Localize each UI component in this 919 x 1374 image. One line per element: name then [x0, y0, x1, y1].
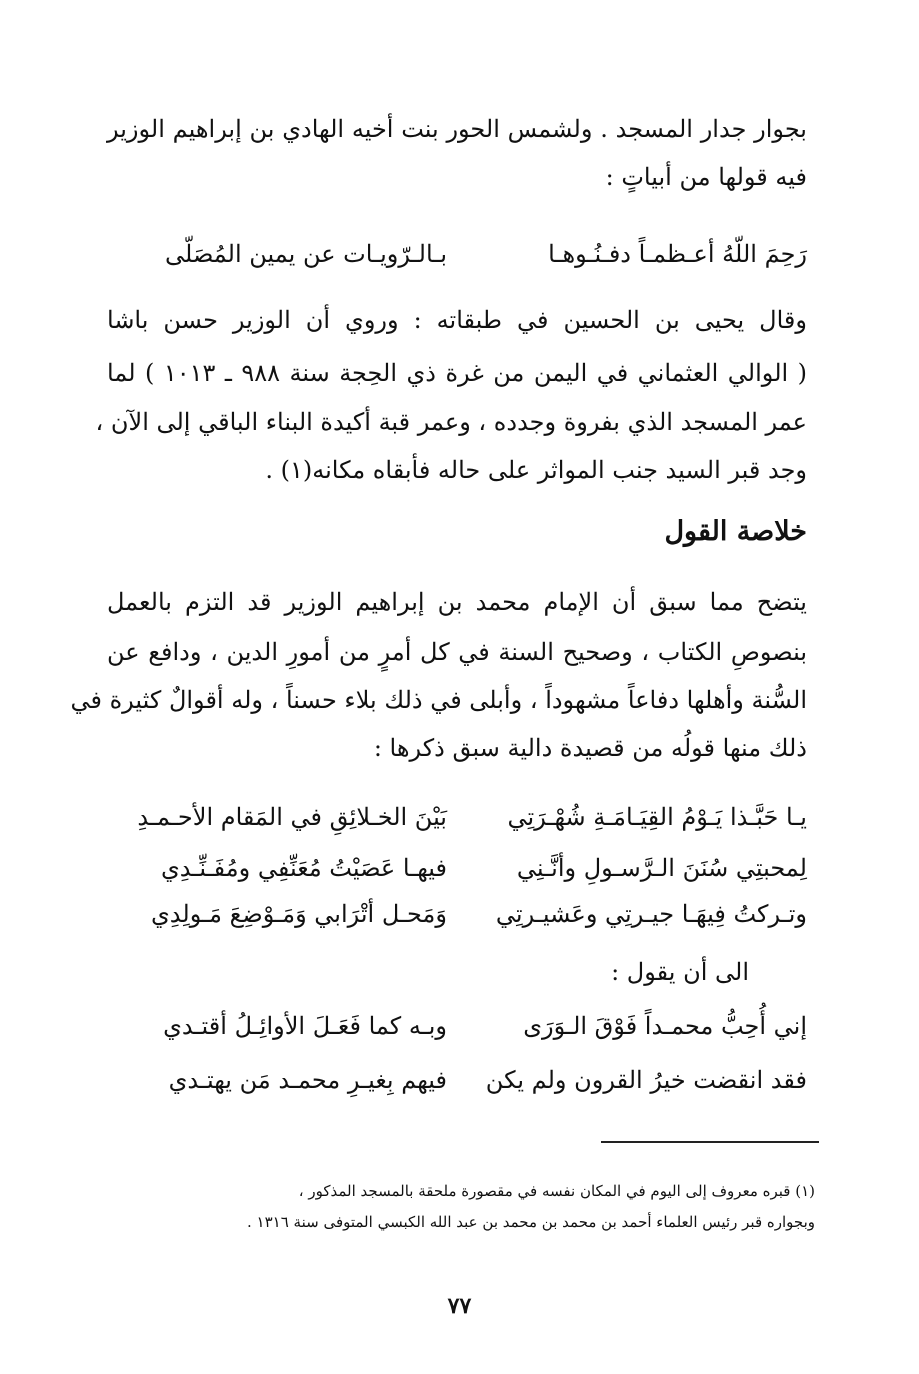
poem1-verse-1-first: يـا حَبَّـذا يَـوْمُ القِيَـامَـةِ شُهْـرَتِي	[507, 803, 807, 831]
verse-1	[107, 236, 807, 272]
para2-line-1: وقال يحيى بن الحسين في طبقاته : وروي أن الوزير حسن باشا	[107, 306, 807, 334]
poem2-verse-2-first: فقد انقضت خيرُ القرون ولم يكن	[485, 1066, 807, 1094]
poem1-verse-3-first: وتـركتُ فِيهَـا جيـرتِي وعَشيـرتِي	[495, 900, 807, 928]
page-number: ٧٧	[447, 1293, 472, 1319]
footnote-line-2: وبجواره قبر رئيس العلماء أحمد بن محمد بن محمد بن عبد الله الكبسي المتوفى سنة ١٣١٦ .	[246, 1213, 815, 1231]
para1-line-2: فيه قولها من أبياتٍ :	[605, 163, 807, 191]
verse-1-second-hemistich: بـالـرّويـات عن يمين المُصَلّى	[165, 240, 447, 268]
para3-line-3: السُّنة وأهلها دفاعاً مشهوداً ، وأبلى في ذلك بلاء حسناً ، وله أقوالٌ كثيرة في	[70, 686, 807, 714]
para3-line-1: يتضح مما سبق أن الإمام محمد بن إبراهيم الوزير قد التزم بالعمل	[107, 588, 807, 616]
transition-line: الى أن يقول :	[611, 958, 749, 986]
poem2-verse-2	[107, 1062, 807, 1098]
footnote-separator	[601, 1141, 819, 1143]
footnote-line-1: (١) قبره معروف إلى اليوم في المكان نفسه في مقصورة ملحقة بالمسجد المذكور ،	[298, 1182, 815, 1200]
para1-line-1: بجوار جدار المسجد . ولشمس الحور بنت أخيه الهادي بن إبراهيم الوزير	[107, 115, 807, 143]
poem2-verse-1-first: إني أُحِبُّ محمـداً فَوْقَ الـوَرَى	[523, 1012, 807, 1040]
poem2-verse-2-second: فيهم بِغيـرِ محمـد مَن يهتـدي	[168, 1066, 447, 1094]
poem1-verse-2	[107, 850, 807, 886]
para3-line-2: بنصوصِ الكتاب ، وصحيح السنة في كل أمرٍ من أمورِ الدين ، ودافع عن	[107, 638, 807, 666]
section-heading: خلاصة القول	[664, 516, 807, 547]
para2-line-4: وجد قبر السيد جنب المواثر على حاله فأبقاه مكانه(١) .	[265, 456, 807, 484]
poem1-verse-3-second: وَمَحـل أتْرَابي وَمَـوْضِعَ مَـولِدِي	[151, 900, 447, 928]
poem1-verse-1	[107, 799, 807, 835]
poem1-verse-2-second: فيهـا عَصَيْتُ مُعَنِّفِي ومُفَـنِّـدِي	[160, 854, 447, 882]
para2-line-3: عمر المسجد الذي بفروة وجدده ، وعمر قبة أكيدة البناء الباقي إلى الآن ،	[95, 408, 807, 436]
poem1-verse-3	[107, 896, 807, 932]
poem2-verse-1	[107, 1008, 807, 1044]
poem2-verse-1-second: وبـه كما فَعَـلَ الأوائِـلُ أقتـدي	[163, 1012, 447, 1040]
verse-1-first-hemistich: رَحِمَ اللّهُ أعـظمـاً دفـنُـوهـا	[548, 240, 807, 268]
para3-line-4: ذلك منها قولُه من قصيدة دالية سبق ذكرها :	[373, 734, 807, 762]
poem1-verse-1-second: بَيْنَ الخـلائِقِ في المَقام الأحـمـدِ	[137, 803, 447, 831]
para2-line-2: ( الوالي العثماني في اليمن من غرة ذي الحِجة سنة ٩٨٨ ـ ١٠١٣ ) لما	[107, 359, 808, 387]
poem1-verse-2-first: لِمحبتِي سُنَنَ الـرَّسـولِ وأنَّـنِي	[516, 854, 807, 882]
